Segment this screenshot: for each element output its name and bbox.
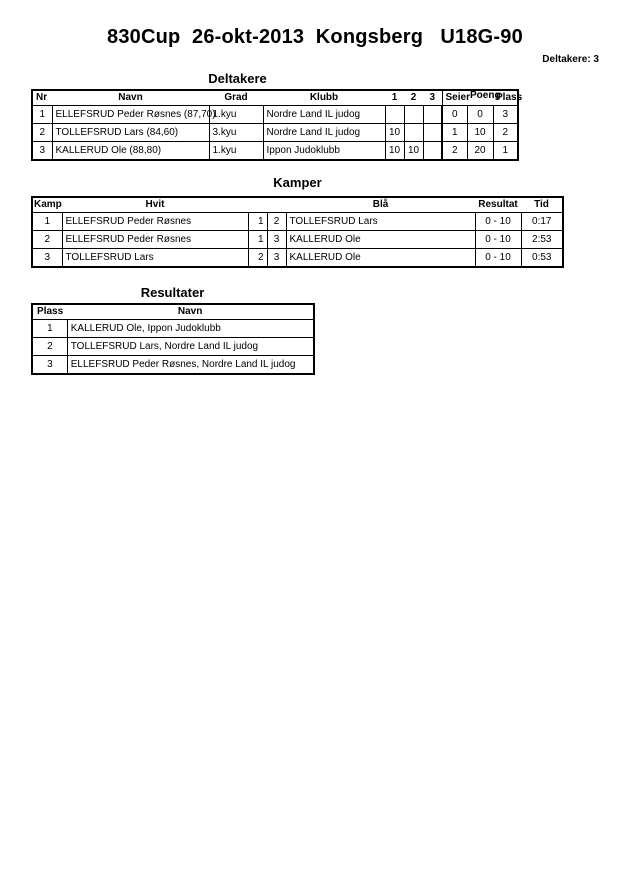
participant-match-3 [423,106,442,124]
result-place: 1 [32,320,67,338]
match-blue-nr: 3 [267,231,286,249]
col-match-nr: Kamp [34,199,62,210]
participant-nr: 1 [32,106,52,124]
participant-wins: 0 [442,106,467,124]
participant-row [32,124,518,142]
participants-table [31,89,523,161]
match-nr: 3 [32,249,62,268]
participant-nr: 3 [32,142,52,161]
participant-nr: 2 [32,124,52,142]
match-blue: KALLERUD Ole [286,231,475,249]
match-white-nr: 2 [248,249,267,268]
participant-match-2 [404,124,423,142]
participant-match-3 [423,142,442,161]
match-result: 0 - 10 [475,231,521,249]
participant-match-1 [385,106,404,124]
col-match-2: 2 [410,92,417,103]
matches-table [31,196,564,268]
result-place: 2 [32,338,67,356]
col-name: Navn [118,92,143,103]
participant-name: TOLLEFSRUD Lars (84,60) [52,124,209,142]
match-row [32,249,563,268]
col-club: Klubb [309,92,339,103]
match-nr: 2 [32,231,62,249]
match-white: ELLEFSRUD Peder Røsnes [62,213,248,231]
col-wins: Seier [442,90,467,106]
col-blue: Blå [372,199,389,210]
page-title: 830Cup 26-okt-2013 Kongsberg U18G-90 [107,26,523,48]
participant-place: 3 [493,106,518,124]
participant-row [32,142,518,161]
participant-club: Ippon Judoklubb [263,142,385,161]
col-name: Navn [177,306,203,317]
result-place: 3 [32,356,67,375]
result-name: KALLERUD Ole, Ippon Judoklubb [67,320,314,338]
match-white: ELLEFSRUD Peder Røsnes [62,231,248,249]
results-table [31,303,315,375]
match-blue: TOLLEFSRUD Lars [286,213,475,231]
participant-place: 1 [493,142,518,161]
participant-match-1: 10 [385,142,404,161]
match-row [32,213,563,231]
participants-header-row [32,90,518,106]
participant-points: 10 [467,124,493,142]
col-nr: Nr [36,92,48,103]
col-points: Poeng [470,90,501,101]
matches-header-row [32,197,563,213]
col-grade: Grad [224,92,248,103]
participant-count: Deltakere: 3 [542,54,599,65]
col-result: Resultat [478,199,518,210]
result-name: TOLLEFSRUD Lars, Nordre Land IL judog [67,338,314,356]
match-blue: KALLERUD Ole [286,249,475,268]
match-white: TOLLEFSRUD Lars [62,249,248,268]
participant-wins: 1 [442,124,467,142]
result-row [32,320,314,338]
match-blue-nr: 2 [267,213,286,231]
participant-points: 0 [467,106,493,124]
participant-wins: 2 [442,142,467,161]
participant-points: 20 [467,142,493,161]
participant-club: Nordre Land IL judog [263,124,385,142]
matches-title: Kamper [273,175,322,190]
match-time: 0:17 [521,213,563,231]
participant-grade: 1.kyu [209,106,263,124]
results-header-row [32,304,314,320]
col-place: Plass [37,306,64,317]
match-result: 0 - 10 [475,249,521,268]
result-row [32,356,314,375]
match-white-nr: 1 [248,231,267,249]
match-blue-nr: 3 [267,249,286,268]
participant-club: Nordre Land IL judog [263,106,385,124]
col-place: Plass [496,92,523,103]
participant-place: 2 [493,124,518,142]
match-white-nr: 1 [248,213,267,231]
match-nr: 1 [32,213,62,231]
participant-row [32,106,518,124]
participant-name: KALLERUD Ole (88,80) [52,142,209,161]
match-row [32,231,563,249]
participants-title: Deltakere [208,71,267,86]
col-white-nr [248,197,267,213]
result-row [32,338,314,356]
participant-match-3 [423,124,442,142]
participant-name: ELLEFSRUD Peder Røsnes (87,70) [52,106,209,124]
match-time: 2:53 [521,231,563,249]
col-match-3: 3 [429,92,436,103]
col-white: Hvit [145,199,165,210]
participant-match-1: 10 [385,124,404,142]
match-result: 0 - 10 [475,213,521,231]
result-name: ELLEFSRUD Peder Røsnes, Nordre Land IL judog [67,356,314,375]
participant-grade: 1.kyu [209,142,263,161]
participant-match-2: 10 [404,142,423,161]
participant-grade: 3.kyu [209,124,263,142]
results-title: Resultater [140,285,205,300]
col-match-1: 1 [391,92,398,103]
match-time: 0:53 [521,249,563,268]
participant-match-2 [404,106,423,124]
col-blue-nr [267,197,286,213]
col-time: Tid [534,199,549,210]
